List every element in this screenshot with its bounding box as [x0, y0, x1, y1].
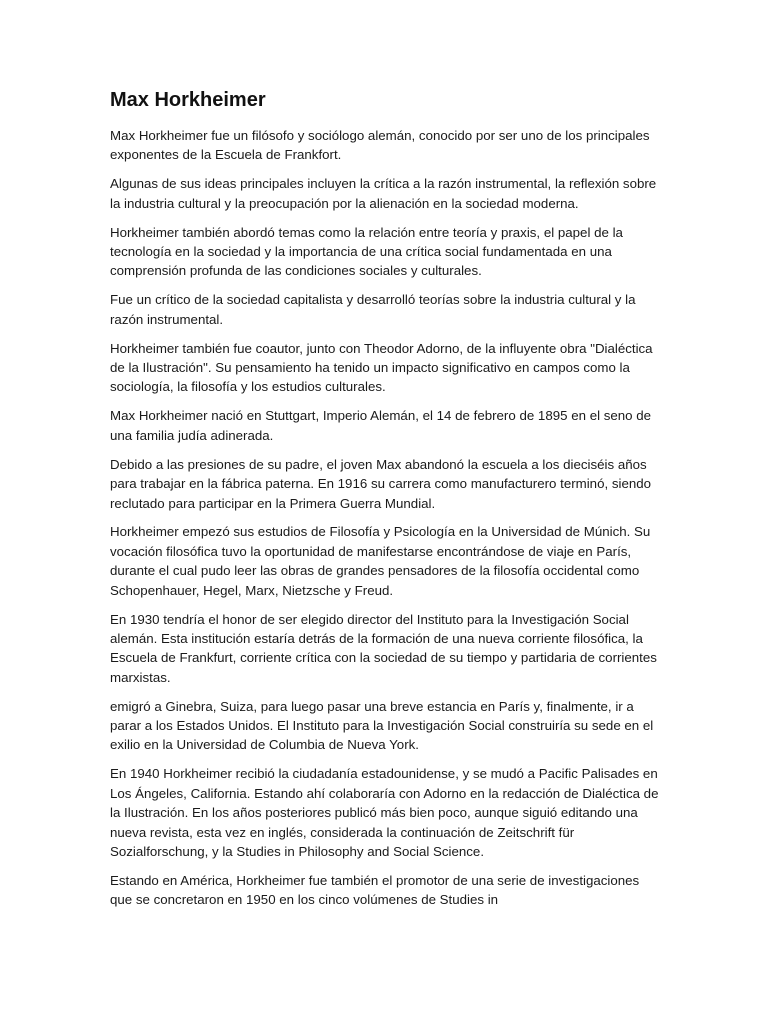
paragraph: En 1930 tendría el honor de ser elegido director del Instituto para la Investigación Social alemán. Esta institución estaría detrás de la formación de una nueva corriente filosófica, la Escuela de Frankfurt, corriente crítica con la sociedad de su tiempo y partidaria de corrientes marxistas. — [110, 611, 657, 685]
paragraph: Horkheimer empezó sus estudios de Filosofía y Psicología en la Universidad de Múnich. Su vocación filosófica tuvo la oportunidad de manifestarse encontrándose de viaje en París, durante el cual pudo leer las obras de grandes pensadores de la filosofía occidental como Schopenhauer, Hegel, Marx, Nietzsche y Freud. — [110, 524, 651, 598]
paragraph: Debido a las presiones de su padre, el joven Max abandonó la escuela a los dieciséis años para trabajar en la fábrica paterna. En 1916 su carrera como manufacturero terminó, siendo reclutado para participar en la Primera Guerra Mundial. — [110, 456, 652, 511]
paragraph: Algunas de sus ideas principales incluyen la crítica a la razón instrumental, la reflexión sobre la industria cultural y la preocupación por la alienación en la sociedad moderna. — [110, 176, 657, 211]
paragraph: Horkheimer también abordó temas como la relación entre teoría y praxis, el papel de la tecnología en la sociedad y la importancia de una crítica social fundamentada en una comprensión profunda de las condiciones sociales y culturales. — [110, 224, 623, 279]
paragraph: Fue un crítico de la sociedad capitalista y desarrolló teorías sobre la industria cultural y la razón instrumental. — [110, 292, 636, 327]
paragraph: Max Horkheimer fue un filósofo y sociólogo alemán, conocido por ser uno de los principales exponentes de la Escuela de Frankfort. — [110, 128, 650, 163]
document-title: Max Horkheimer — [110, 89, 266, 111]
paragraph: Max Horkheimer nació en Stuttgart, Imperio Alemán, el 14 de febrero de 1895 en el seno de una familia judía adinerada. — [110, 408, 652, 443]
document-body — [110, 86, 662, 919]
paragraph: En 1940 Horkheimer recibió la ciudadanía estadounidense, y se mudó a Pacific Palisades en Los Ángeles, California. Estando ahí colaboraría con Adorno en la redacción de Dialéctica de la Ilustración. En los años posteriores publicó más bien poco, aunque siguió editando una nueva revista, esta vez en inglés, considerada la continuación de Zeitschrift für Sozialforschung, y la Studies in Philosophy and Social Science. — [110, 766, 659, 859]
paragraph: emigró a Ginebra, Suiza, para luego pasar una breve estancia en París y, finalmente, ir a parar a los Estados Unidos. El Instituto para la Investigación Social construiría su sede en el exilio en la Universidad de Columbia de Nueva York. — [110, 698, 654, 753]
paragraph: Estando en América, Horkheimer fue también el promotor de una serie de investigaciones que se concretaron en 1950 en los cinco volúmenes de Studies in — [110, 872, 640, 908]
paragraph: Horkheimer también fue coautor, junto con Theodor Adorno, de la influyente obra "Dialéctica de la Ilustración". Su pensamiento ha tenido un impacto significativo en campos como la sociología, la filosofía y los estudios culturales. — [110, 340, 653, 395]
